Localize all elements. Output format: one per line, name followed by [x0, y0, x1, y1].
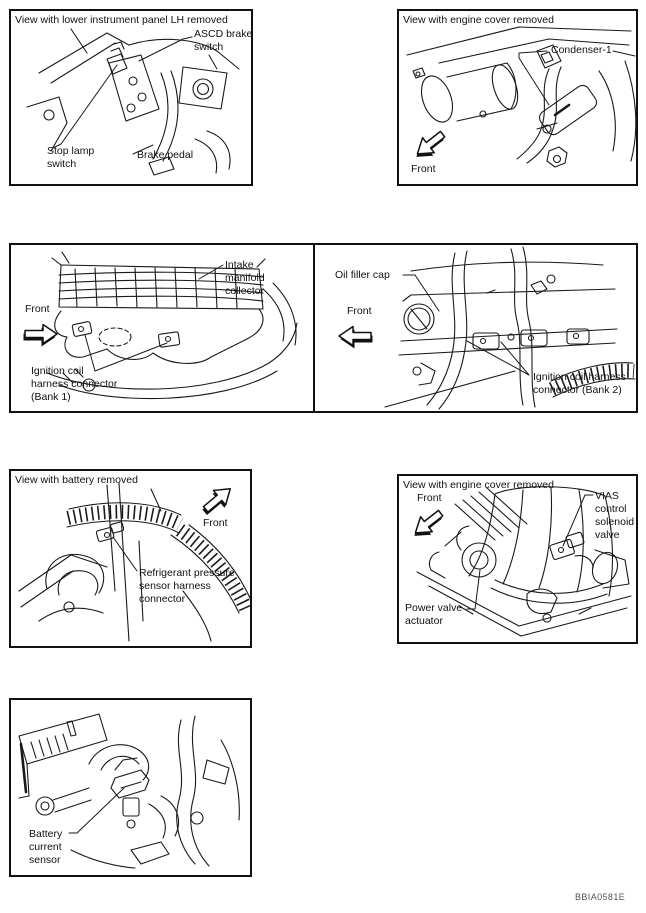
panel-title: View with engine cover removed — [403, 14, 554, 26]
label-ignition-coil-bank2: Ignition coil harness connector (Bank 2) — [533, 371, 626, 397]
label-power-valve-actuator: Power valve actuator — [405, 602, 463, 628]
panel-title: View with battery removed — [15, 474, 138, 486]
label-intake-manifold-collector: Intake manifold collector — [225, 259, 265, 298]
label-ignition-coil-bank1: Ignition coil harness connector (Bank 1) — [31, 365, 118, 404]
front-arrow-icon — [403, 502, 453, 548]
front-direction-label: Front — [411, 163, 436, 175]
label-vias-solenoid-valve: VIAS control solenoid valve — [595, 490, 635, 542]
panel-ignition-coil-row — [9, 243, 638, 413]
label-refrigerant-pressure-sensor: Refrigerant pressure sensor harness connector — [139, 567, 235, 606]
panel-condenser — [397, 9, 638, 186]
label-ascd-brake-switch: ASCD brake switch — [194, 28, 253, 54]
front-arrow-icon — [17, 311, 67, 357]
panel-brake-pedal — [9, 9, 253, 186]
cell-bank2 — [313, 245, 636, 411]
leader-lines — [113, 537, 137, 571]
label-brake-pedal: Brake pedal — [137, 149, 194, 161]
leader-lines — [53, 37, 217, 154]
leader-lines — [519, 51, 635, 105]
front-direction-label: Front — [203, 517, 228, 529]
label-condenser-1: Condenser-1 — [551, 44, 612, 56]
front-arrow-icon — [331, 313, 381, 359]
label-battery-current-sensor: Battery current sensor — [29, 828, 63, 867]
panel-vias-solenoid — [397, 474, 638, 644]
front-direction-label: Front — [25, 303, 50, 315]
panel-title: View with lower instrument panel LH removed — [15, 14, 228, 26]
front-direction-label: Front — [347, 305, 372, 317]
panel-battery-removed — [9, 469, 252, 648]
panel-title: View with engine cover removed — [403, 479, 554, 491]
cell-bank1 — [11, 245, 313, 411]
figure-code: BBIA0581E — [575, 892, 626, 902]
front-direction-label: Front — [417, 492, 442, 504]
panel-battery-current-sensor — [9, 698, 252, 877]
label-stop-lamp-switch: Stop lamp switch — [47, 145, 95, 171]
label-oil-filler-cap: Oil filler cap — [335, 269, 390, 281]
